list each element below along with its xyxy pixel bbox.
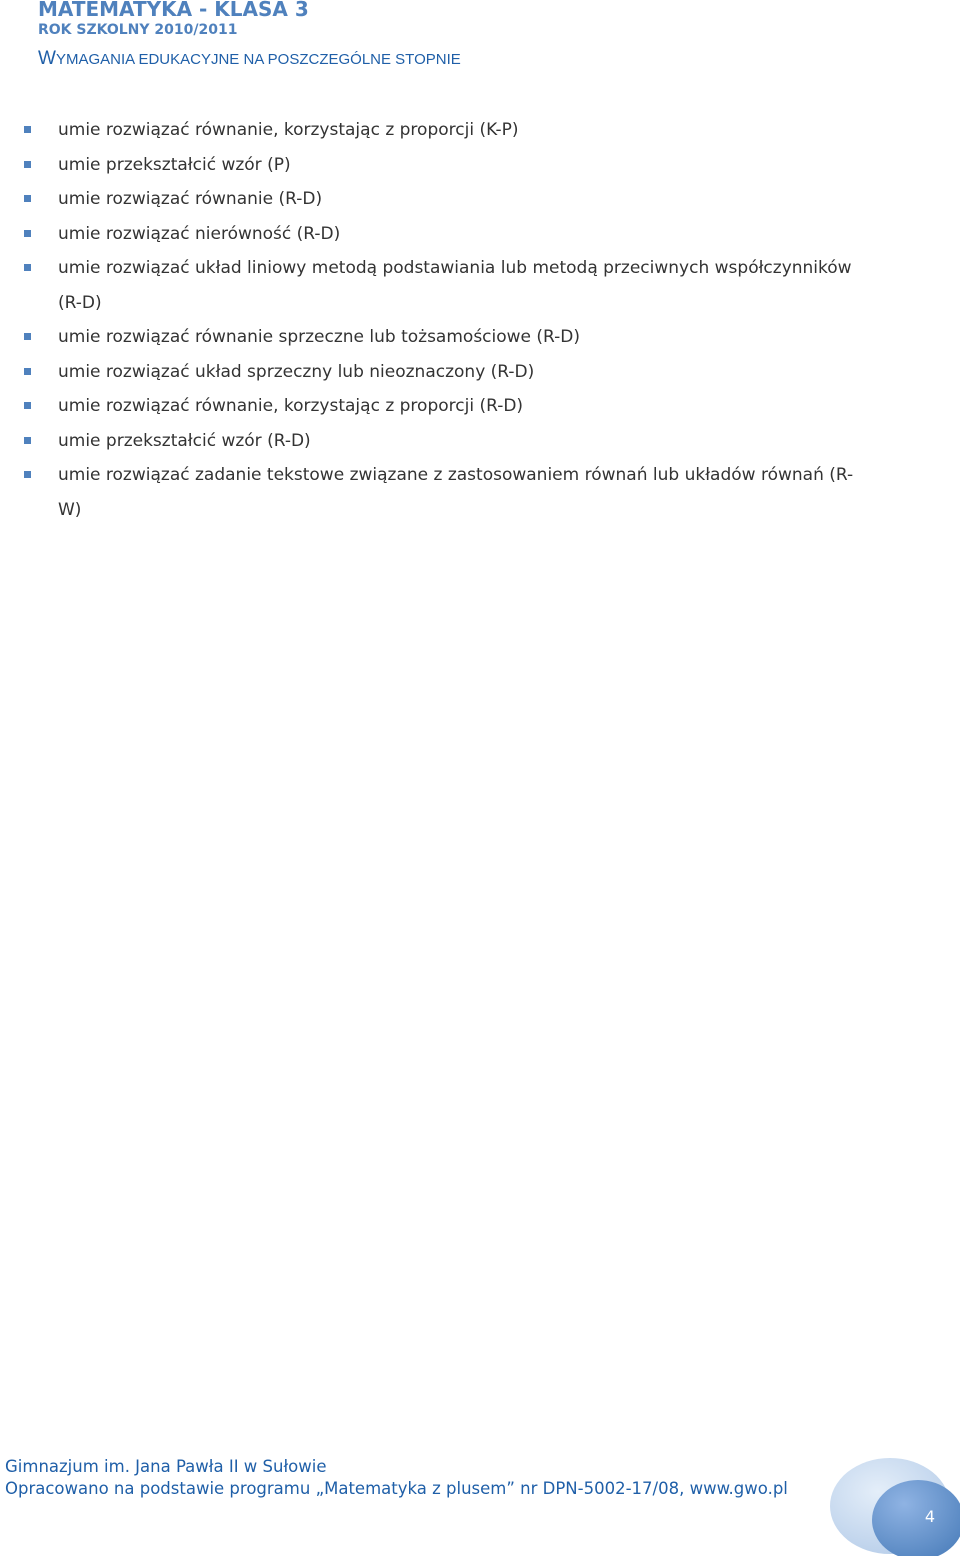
list-item	[0, 148, 960, 183]
section-heading-rest: YMAGANIA EDUKACYJNE NA POSZCZEGÓLNE STOPNIE	[55, 51, 461, 68]
square-bullet-icon	[24, 471, 31, 478]
square-bullet-icon	[24, 126, 31, 133]
square-bullet-icon	[24, 264, 31, 271]
list-item	[0, 320, 960, 355]
list-item	[0, 251, 960, 320]
list-item-text: umie rozwiązać równanie, korzystając z proporcji (K-P)	[58, 120, 519, 140]
list-item-text: umie przekształcić wzór (P)	[58, 154, 291, 175]
page-footer	[5, 1456, 788, 1500]
list-item-text: umie przekształcić wzór (R-D)	[58, 430, 311, 451]
square-bullet-icon	[24, 161, 31, 168]
square-bullet-icon	[24, 368, 31, 375]
page-header	[38, 0, 461, 71]
list-item	[0, 217, 960, 252]
source-note: Opracowano na podstawie programu „Matematyka z plusem” nr DPN-5002-17/08, www.gwo.pl	[5, 1479, 788, 1498]
list-item	[0, 182, 960, 217]
page-number-badge-icon	[828, 1454, 960, 1556]
section-heading	[38, 48, 461, 71]
document-title: MATEMATYKA - KLASA 3	[38, 0, 309, 21]
list-item-text: umie rozwiązać równanie (R-D)	[58, 189, 323, 209]
square-bullet-icon	[24, 195, 31, 202]
section-heading-initial: W	[38, 48, 56, 69]
list-item	[0, 424, 960, 459]
list-item-text: umie rozwiązać nierówność (R-D)	[58, 223, 341, 244]
page-number: 4	[924, 1507, 936, 1526]
school-year: ROK SZKOLNY 2010/2011	[38, 22, 238, 38]
list-item	[0, 355, 960, 390]
list-item-text: umie rozwiązać równanie sprzeczne lub tożsamościowe (R-D)	[58, 327, 581, 347]
square-bullet-icon	[24, 402, 31, 409]
list-item-text: umie rozwiązać zadanie tekstowe związane z zastosowaniem równań lub układów równań (R-W)	[58, 465, 854, 520]
list-item-text: umie rozwiązać układ sprzeczny lub nieoznaczony (R-D)	[58, 361, 535, 382]
list-item	[0, 113, 960, 148]
school-name: Gimnazjum im. Jana Pawła II w Sułowie	[5, 1457, 327, 1476]
square-bullet-icon	[24, 437, 31, 444]
square-bullet-icon	[24, 333, 31, 340]
square-bullet-icon	[24, 230, 31, 237]
list-item-text: umie rozwiązać równanie, korzystając z proporcji (R-D)	[58, 396, 524, 416]
list-item	[0, 389, 960, 424]
list-item	[0, 458, 960, 527]
requirements-list	[0, 113, 960, 527]
list-item-text: umie rozwiązać układ liniowy metodą podstawiania lub metodą przeciwnych współczynników (R-D)	[58, 258, 852, 313]
